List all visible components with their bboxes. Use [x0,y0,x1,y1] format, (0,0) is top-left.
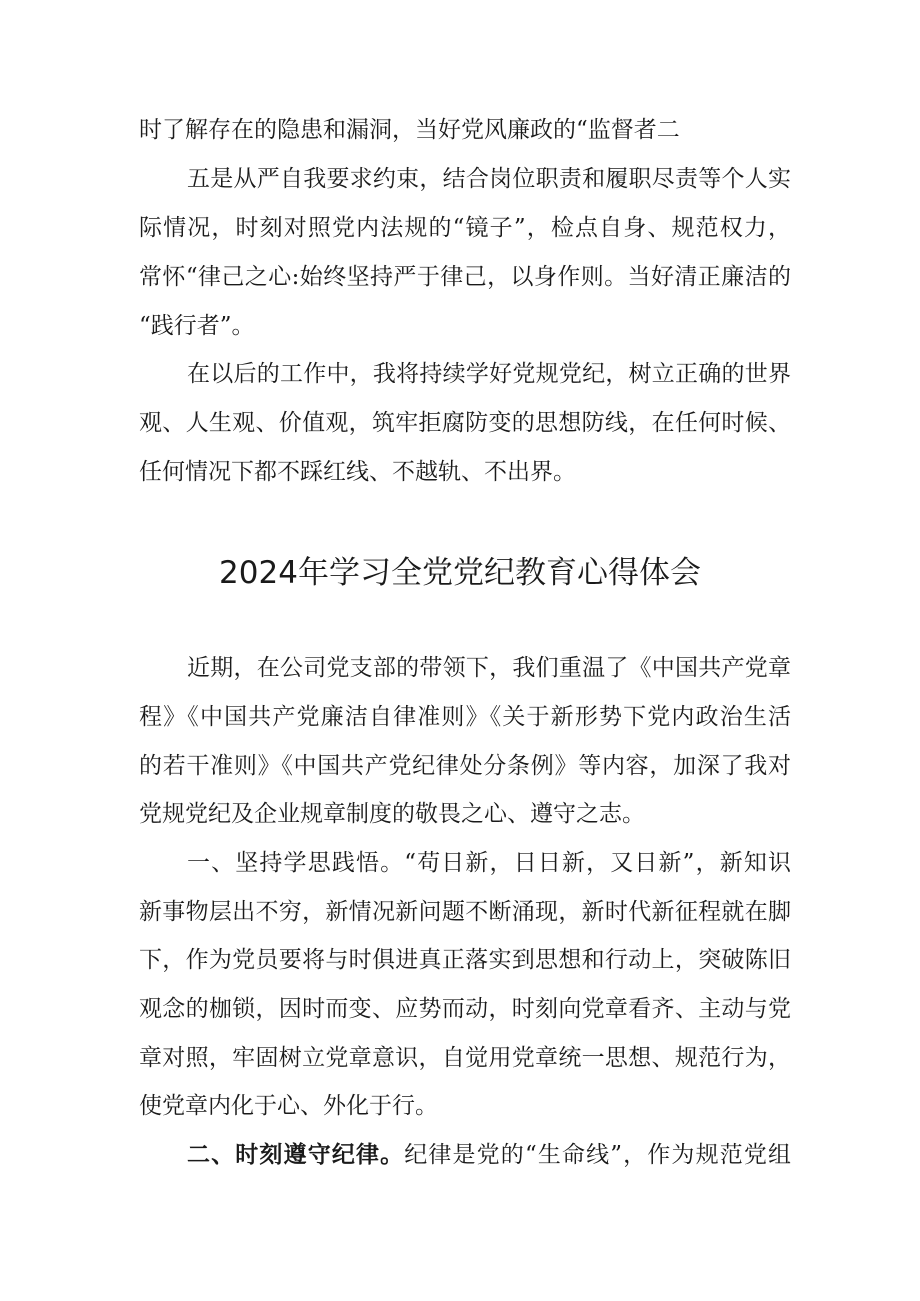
paragraph-line: 近期，在公司党支部的带领下，我们重温了《中国共产党章 [187,655,791,681]
paragraph-line: 章对照，牢固树立党章意识，自觉用党章统一思想、规范行为， [139,1045,791,1071]
paragraph-line: 际情况，时刻对照党内法规的“镜子”，检点自身、规范权力， [139,215,791,241]
paragraph-line: 五是从严自我要求约束，结合岗位职责和履职尽责等个人实 [187,166,791,192]
section-2-text: 纪律是党的“生命线”，作为规范党组 [404,1142,791,1168]
paragraph-line: 观念的枷锁，因时而变、应势而动，时刻向党章看齐、主动与党 [139,996,791,1022]
section-2-heading: 二、时刻遵守纪律。 [187,1141,405,1168]
page-title: 2024年学习全党党纪教育心得体会 [219,555,701,591]
paragraph-line: 程》《中国共产党廉洁自律准则》《关于新形势下党内政治生活 [139,704,791,730]
paragraph-line: 一、坚持学思践悟。“苟日新，日日新，又日新”，新知识 [187,850,791,876]
paragraph-line: 下，作为党员要将与时俱进真正落实到思想和行动上，突破陈旧 [139,947,791,973]
paragraph-line: 常怀“律己之心:始终坚持严于律己，以身作则。当好清正廉洁的 [139,264,791,290]
section-2-line [187,1140,791,1170]
paragraph-line: 的若干准则》《中国共产党纪律处分条例》等内容，加深了我对 [139,753,791,779]
paragraph-line: 党规党纪及企业规章制度的敬畏之心、遵守之志。 [139,801,645,827]
paragraph-line: 观、人生观、价值观，筑牢拒腐防变的思想防线，在任何时候、 [139,410,791,436]
paragraph-line: “践行者”。 [139,313,255,339]
paragraph-line: 任何情况下都不踩红线、不越轨、不出界。 [139,459,576,485]
paragraph-line: 时了解存在的隐患和漏洞，当好党风廉政的“监督者二 [139,117,680,143]
paragraph-line: 使党章内化于心、外化于行。 [139,1093,438,1119]
paragraph-line: 在以后的工作中，我将持续学好党规党纪，树立正确的世界 [187,361,791,387]
paragraph-line: 新事物层出不穷，新情况新问题不断涌现，新时代新征程就在脚 [139,899,791,925]
